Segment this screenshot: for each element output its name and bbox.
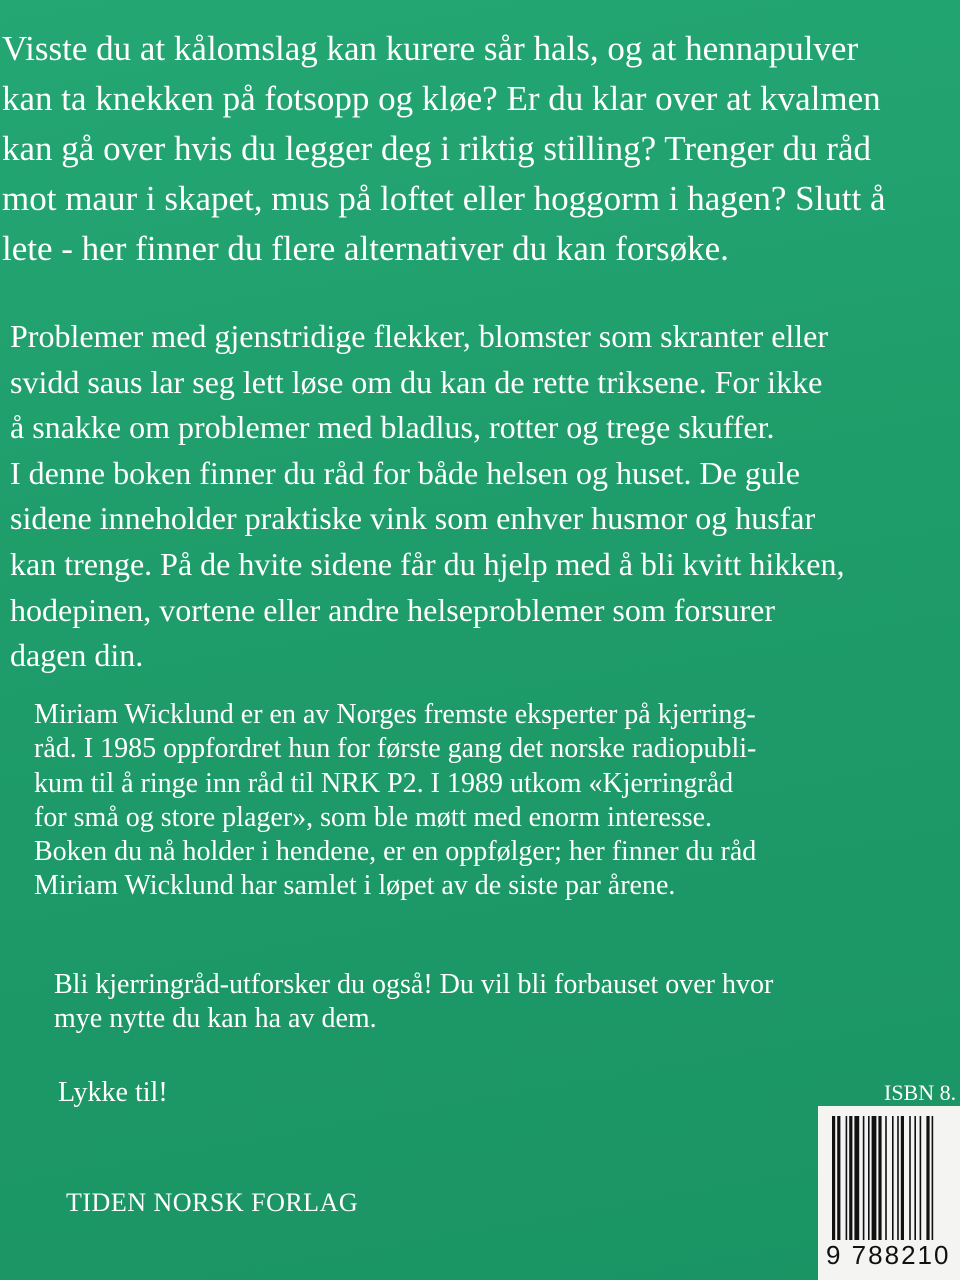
invitation-paragraph xyxy=(54,968,773,1036)
barcode-bar xyxy=(872,1116,877,1240)
barcode-bar xyxy=(897,1116,899,1240)
closing-line xyxy=(58,1076,168,1110)
text-line: sidene inneholder praktiske vink som enhver husmor og husfar xyxy=(10,500,816,537)
barcode-bar xyxy=(863,1116,865,1240)
barcode-digits: 9 788210 xyxy=(826,1240,951,1270)
barcode-bar xyxy=(901,1116,904,1240)
text-line: Miriam Wicklund har samlet i løpet av de siste par årene. xyxy=(34,870,676,902)
text-line: svidd saus lar seg lett løse om du kan de rette triksene. For ikke xyxy=(10,363,823,400)
text-line: Visste du at kålomslag kan kurere sår hals, og at hennapulver xyxy=(2,29,859,68)
text-line: mot maur i skapet, mus på loftet eller hoggorm i hagen? Slutt å xyxy=(2,179,886,218)
text-line: Boken du nå holder i hendene, er en oppfølger; her finner du råd xyxy=(34,836,757,868)
text-line: dagen din. xyxy=(10,637,144,674)
text-line: Lykke til! xyxy=(58,1077,168,1108)
text-line: kan ta knekken på fotsopp og kløe? Er du klar over at kvalmen xyxy=(2,79,881,118)
barcode-bar xyxy=(885,1116,887,1240)
text-line: hodepinen, vortene eller andre helseproblemer som forsurer xyxy=(10,591,776,628)
barcode-bar xyxy=(909,1116,911,1240)
barcode-bar xyxy=(920,1116,922,1240)
barcode-bar xyxy=(878,1116,881,1240)
barcode-bar xyxy=(854,1116,859,1240)
text-line: I denne boken finner du råd for både helsen og huset. De gule xyxy=(10,454,800,491)
text-line: for små og store plager», som ble møtt med enorm interesse. xyxy=(34,801,713,833)
publisher-name: TIDEN NORSK FORLAG xyxy=(66,1188,359,1217)
isbn-label: ISBN 8. xyxy=(884,1080,957,1105)
text-line: Bli kjerringråd-utforsker du også! Du vil bli forbauset over hvor xyxy=(54,969,774,1000)
author-paragraph xyxy=(34,698,756,904)
barcode-bar xyxy=(837,1116,840,1240)
text-line: mye nytte du kan ha av dem. xyxy=(54,1003,377,1034)
text-line: Miriam Wicklund er en av Norges fremste eksperter på kjerring- xyxy=(34,699,756,730)
barcode-icon xyxy=(830,1116,960,1240)
barcode-bar xyxy=(932,1116,934,1240)
barcode-bar xyxy=(832,1116,835,1240)
text-line: lete - her finner du flere alternativer du kan forsøke. xyxy=(2,229,729,268)
intro-paragraph xyxy=(2,24,886,274)
barcode-bar xyxy=(914,1116,916,1240)
barcode-bar xyxy=(926,1116,929,1240)
barcode-label xyxy=(818,1106,960,1280)
text-line: kan trenge. På de hvite sidene får du hjelp med å bli kvitt hikken, xyxy=(10,545,845,582)
barcode-bar xyxy=(849,1116,852,1240)
text-line: kum til å ringe inn råd til NRK P2. I 1989 utkom «Kjerringråd xyxy=(34,767,734,799)
text-line: kan gå over hvis du legger deg i riktig stilling? Trenger du råd xyxy=(2,129,872,168)
barcode-bar xyxy=(892,1116,894,1240)
text-line: å snakke om problemer med bladlus, rotter og trege skuffer. xyxy=(10,409,775,446)
barcode-bar xyxy=(846,1116,848,1240)
barcode-bar xyxy=(868,1116,870,1240)
text-line: Problemer med gjenstridige flekker, blomster som skranter eller xyxy=(10,318,829,354)
text-line: råd. I 1985 oppfordret hun for første gang det norske radiopubli- xyxy=(34,733,757,765)
contents-paragraph xyxy=(10,314,844,679)
